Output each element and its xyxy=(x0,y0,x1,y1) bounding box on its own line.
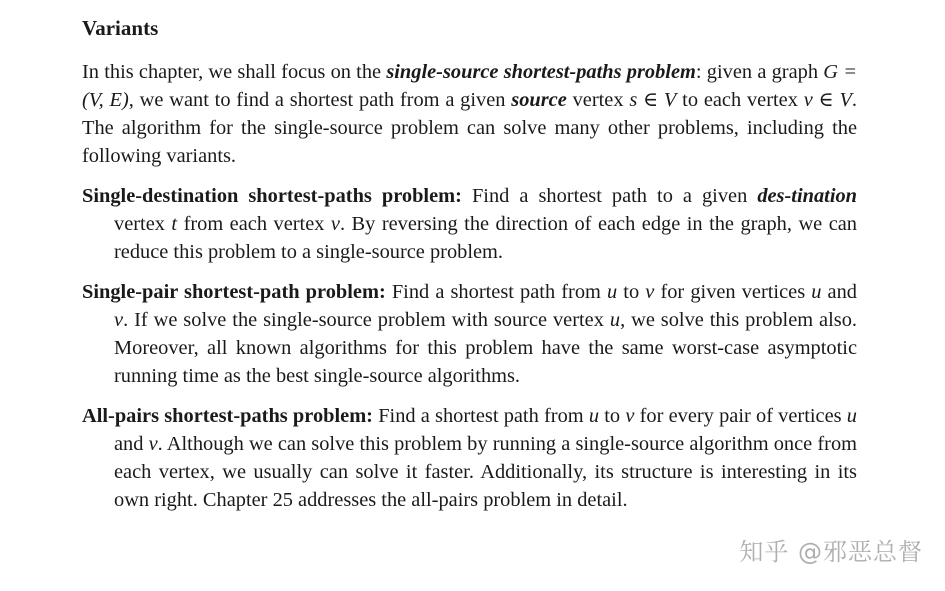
emphasized-term: des-tination xyxy=(757,185,858,207)
text-run: from each vertex xyxy=(177,213,331,235)
math-symbol: v xyxy=(330,213,340,235)
text-run: and xyxy=(821,281,857,303)
variant-term: All-pairs shortest-paths problem: xyxy=(82,405,373,427)
text-run: and xyxy=(114,433,149,455)
math-symbol: t xyxy=(171,213,178,235)
intro-text-5: , we want to find a shortest path from a given xyxy=(128,89,512,111)
page-content xyxy=(82,14,857,526)
math-symbol: u xyxy=(588,405,600,427)
math-symbol: u xyxy=(811,281,822,303)
variant-entry-1 xyxy=(82,182,857,266)
intro-math-v: v ∈ V xyxy=(803,89,852,111)
text-run: . By reversing the direction of each edge in the graph, we can reduce this problem to a single-source problem. xyxy=(114,213,857,263)
text-run: Find a shortest path from xyxy=(385,281,607,303)
variant-term: Single-pair shortest-path problem: xyxy=(82,281,386,303)
math-symbol: u xyxy=(607,281,618,303)
variant-term: Single-destination shortest-paths problem: xyxy=(82,185,462,207)
text-run: Find a shortest path to a given xyxy=(461,185,758,207)
text-run: vertex xyxy=(114,213,172,235)
text-run: to xyxy=(599,405,626,427)
math-symbol: v xyxy=(645,281,655,303)
text-run: Find a shortest path from xyxy=(372,405,589,427)
intro-math-s: s ∈ V xyxy=(629,89,677,111)
intro-text-3: : given a graph xyxy=(695,61,824,83)
text-run: , we solve this problem also. Moreover, all known algorithms for this problem have the same worst-case asymptotic running time as the best single-source algorithms. xyxy=(114,309,857,387)
math-symbol: v xyxy=(148,433,158,455)
text-run: to xyxy=(617,281,646,303)
intro-term-source: source xyxy=(511,89,567,111)
section-heading: Variants xyxy=(82,16,159,40)
intro-text-9: to each vertex xyxy=(676,89,804,111)
variant-entry-3 xyxy=(82,402,857,514)
math-symbol: u xyxy=(846,405,857,427)
intro-text-11: . The algorithm for the single-source problem can solve many other problems, including the following variants. xyxy=(82,89,858,167)
variant-entry-2 xyxy=(82,278,857,390)
zhihu-watermark: 知乎 @邪恶总督 xyxy=(739,538,923,566)
intro-text-1: In this chapter, we shall focus on the xyxy=(82,61,387,83)
math-symbol: v xyxy=(114,309,124,331)
text-run: for every pair of vertices xyxy=(634,405,847,427)
math-symbol: u xyxy=(609,309,621,331)
intro-math-graph: G = (V, E) xyxy=(82,61,857,111)
intro-paragraph xyxy=(82,58,857,170)
math-symbol: v xyxy=(625,405,635,427)
intro-text-7: vertex xyxy=(566,89,630,111)
text-run: . If we solve the single-source problem with source vertex xyxy=(123,309,610,331)
intro-term-ssp: single-source shortest-paths problem xyxy=(386,61,696,83)
text-run: for given vertices xyxy=(654,281,812,303)
text-run: . Although we can solve this problem by running a single-source algorithm once from each vertex, we usually can solve it faster. Additionally, its structure is interesting in its own right. Chapter 25 addresses the all-pairs problem in detail. xyxy=(114,433,858,511)
